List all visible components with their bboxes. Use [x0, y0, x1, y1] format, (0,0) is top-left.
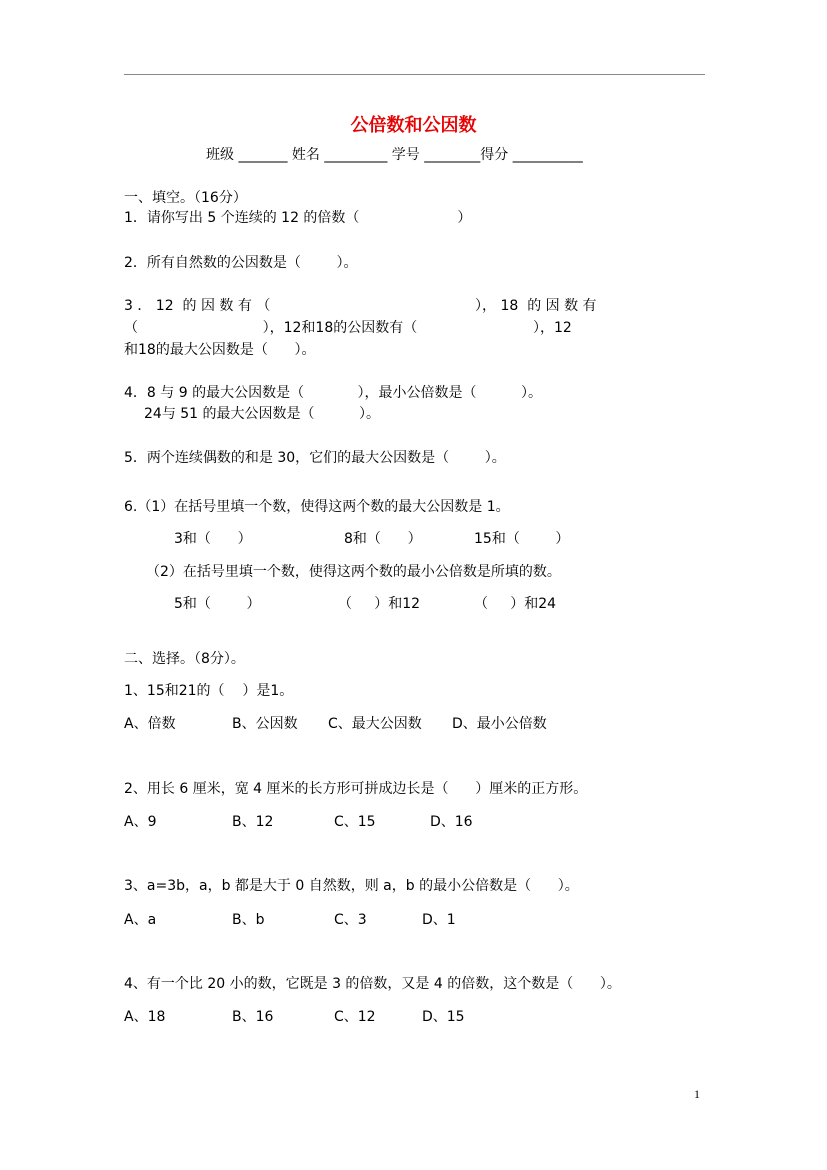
fill-question-6-part-1: 6.（1）在括号里填一个数，使得这两个数的最大公因数是 1。 [124, 499, 510, 515]
choice-1-option-a: A、倍数 [124, 716, 176, 732]
choice-question-1: 1、15和21的（ ）是1。 [124, 683, 294, 699]
fill-question-6-2-c: （ ）和24 [474, 596, 557, 612]
fill-question-3-line-2: （ ），12和18的公因数有（ ），12 [124, 320, 572, 336]
fill-question-3-line-1: 3 ． 12 的 因 数 有 （ ）， 18 的 因 数 有 [124, 298, 597, 314]
fill-question-2: 2．所有自然数的公因数是（ ）。 [124, 255, 358, 271]
choice-1-option-d: D、最小公倍数 [452, 716, 547, 732]
document-title: 公倍数和公因数 [350, 115, 477, 136]
choice-4-option-a: A、18 [124, 1009, 166, 1025]
choice-1-option-b: B、公因数 [232, 716, 298, 732]
choice-2-option-c: C、15 [334, 814, 376, 830]
choice-4-option-b: B、16 [232, 1009, 274, 1025]
choice-3-option-c: C、3 [334, 912, 367, 928]
fill-section-header: 一、填空。（16分） [124, 190, 247, 206]
choice-section-header: 二、选择。（8分）。 [124, 651, 245, 667]
fill-question-6-1-b: 8和（ ） [344, 531, 422, 547]
header-rule [124, 74, 705, 75]
choice-2-option-d: D、16 [430, 814, 473, 830]
choice-3-option-d: D、1 [422, 912, 456, 928]
choice-1-option-c: C、最大公因数 [328, 716, 422, 732]
choice-4-option-c: C、12 [334, 1009, 376, 1025]
choice-3-option-b: B、b [232, 912, 265, 928]
choice-3-option-a: A、a [124, 912, 157, 928]
choice-2-option-a: A、9 [124, 814, 157, 830]
fill-question-6-part-2: （2）在括号里填一个数，使得这两个数的最小公倍数是所填的数。 [146, 564, 561, 580]
fill-question-4-line-1: 4．8 与 9 的最大公因数是（ ），最小公倍数是（ ）。 [124, 385, 542, 401]
choice-4-option-d: D、15 [422, 1009, 465, 1025]
fill-question-6-2-a: 5和（ ） [174, 596, 261, 612]
choice-question-4: 4、有一个比 20 小的数，它既是 3 的倍数，又是 4 的倍数，这个数是（ ）。 [124, 976, 621, 992]
choice-2-option-b: B、12 [232, 814, 274, 830]
fill-question-4-line-2: 24与 51 的最大公因数是（ ）。 [144, 406, 381, 422]
choice-question-2: 2、用长 6 厘米，宽 4 厘米的长方形可拼成边长是（ ）厘米的正方形。 [124, 781, 588, 797]
fill-question-6-1-a: 3和（ ） [174, 531, 252, 547]
fill-question-1: 1．请你写出 5 个连续的 12 的倍数（ ） [124, 210, 472, 226]
fill-question-3-line-3: 和18的最大公因数是（ ）。 [124, 342, 316, 358]
fill-question-6-1-c: 15和（ ） [474, 531, 570, 547]
fill-question-6-2-b: （ ）和12 [338, 596, 421, 612]
choice-question-3: 3、a=3b，a，b 都是大于 0 自然数，则 a，b 的最小公倍数是（ ）。 [124, 878, 579, 894]
fill-question-5: 5．两个连续偶数的和是 30，它们的最大公因数是（ ）。 [124, 450, 506, 466]
page-number: 1 [694, 1087, 700, 1101]
student-info-line: 班级 _______ 姓名 _________ 学号 ________得分 __________ [206, 147, 583, 163]
